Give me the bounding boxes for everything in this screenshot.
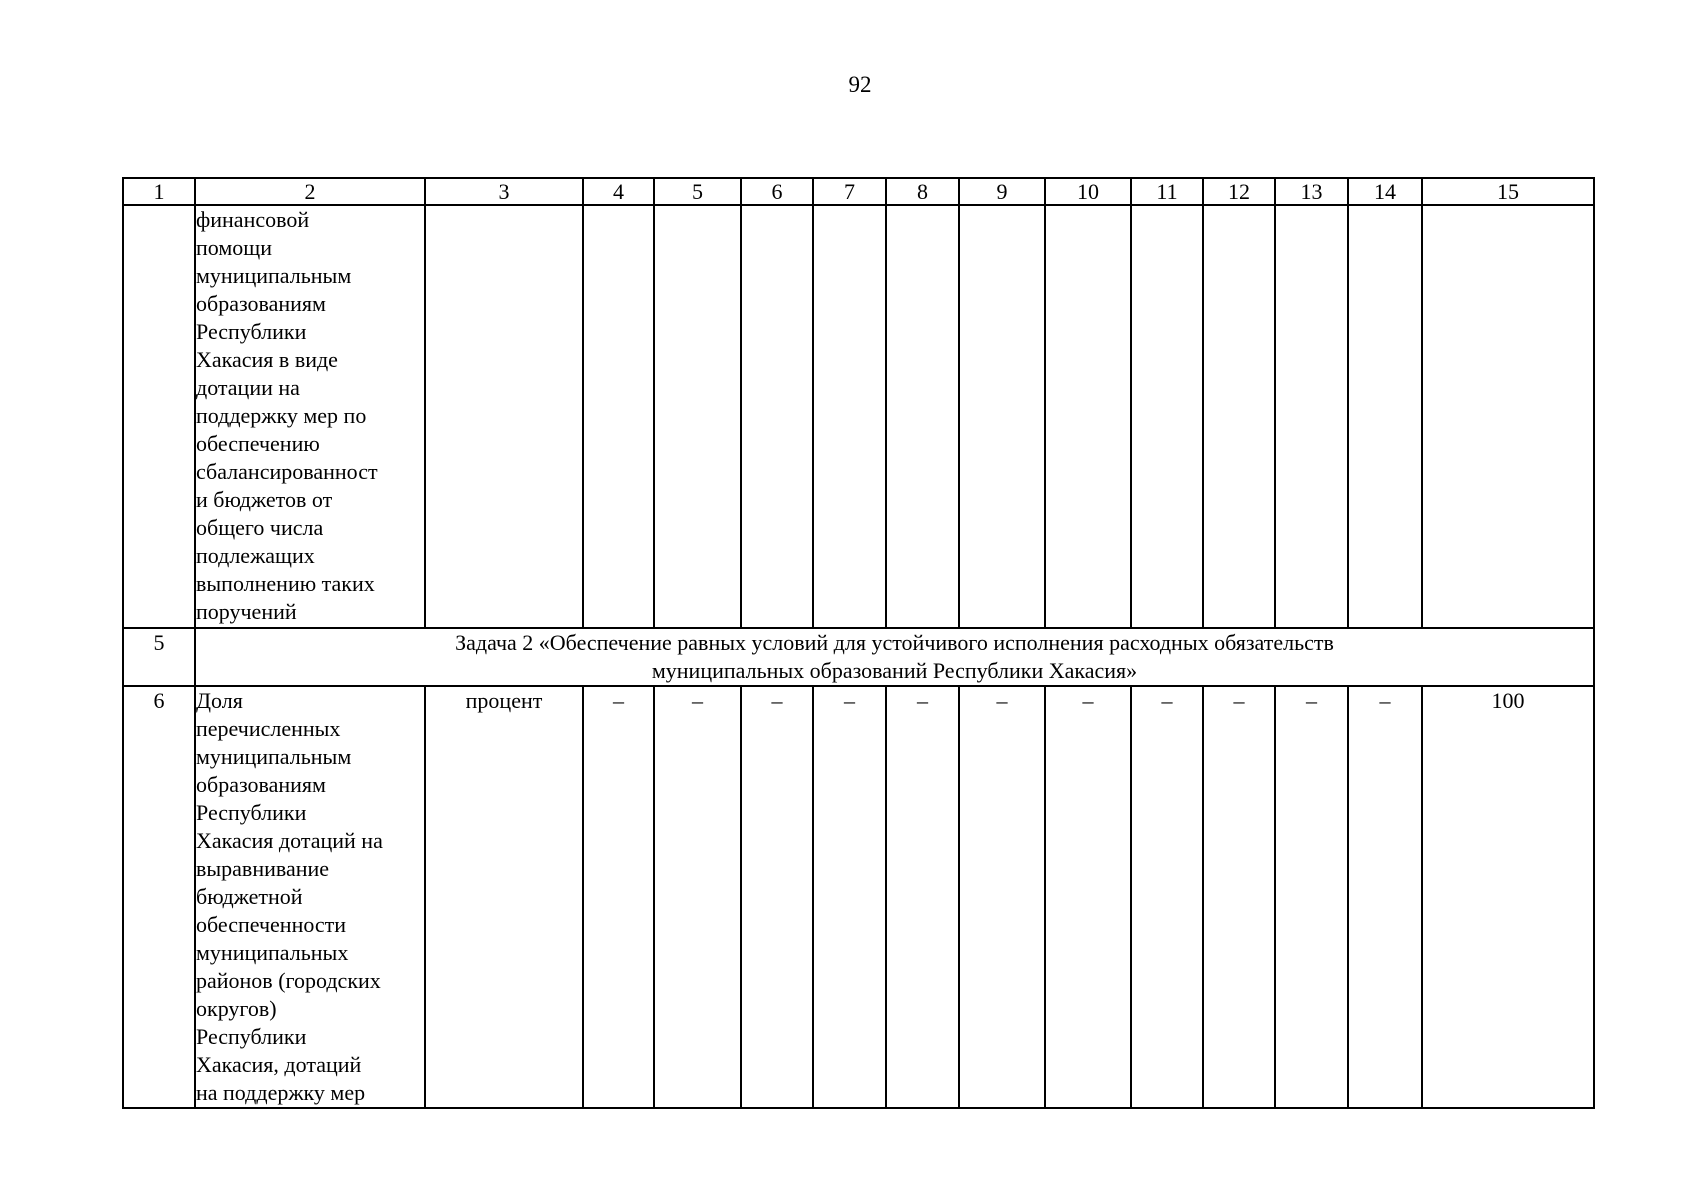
value-cell: –: [1348, 686, 1422, 1108]
column-header: 3: [425, 178, 583, 205]
value-cell: –: [886, 686, 959, 1108]
column-header: 1: [123, 178, 195, 205]
value-cell: 100: [1422, 686, 1594, 1108]
page-number: 92: [848, 72, 872, 97]
value-cell: [886, 205, 959, 628]
value-cell: –: [1131, 686, 1203, 1108]
value-cell: [1045, 205, 1131, 628]
table-row: [123, 686, 1594, 1108]
task-heading: [195, 628, 1594, 686]
indicators-table: [122, 177, 1595, 1109]
value-cell: [1275, 205, 1348, 628]
column-header: 12: [1203, 178, 1275, 205]
indicator-name: финансовой помощи муниципальным образованиям Республики Хакасия в виде дотации на поддержку мер по обеспечению сбалансированност и бюджетов от общего числа подлежащих выполнению таких поручений: [195, 205, 425, 628]
value-cell: –: [1275, 686, 1348, 1108]
task-text: Задача 2 «Обеспечение равных условий для устойчивого исполнения расходных обязательств муниципальных образований Республики Хакасия»: [455, 630, 1334, 683]
column-header: 13: [1275, 178, 1348, 205]
value-cell: –: [583, 686, 654, 1108]
value-cell: –: [1045, 686, 1131, 1108]
task-row: [123, 628, 1594, 686]
column-header: 10: [1045, 178, 1131, 205]
value-cell: [813, 205, 886, 628]
column-header: 14: [1348, 178, 1422, 205]
column-header: 5: [654, 178, 741, 205]
value-cell: –: [1203, 686, 1275, 1108]
row-number: 5: [123, 628, 195, 686]
row-number: 6: [123, 686, 195, 1108]
value-cell: [959, 205, 1045, 628]
value-cell: –: [813, 686, 886, 1108]
column-header: 6: [741, 178, 813, 205]
column-header: 4: [583, 178, 654, 205]
value-cell: [1348, 205, 1422, 628]
value-cell: –: [959, 686, 1045, 1108]
value-cell: [654, 205, 741, 628]
value-cell: –: [654, 686, 741, 1108]
column-header: 15: [1422, 178, 1594, 205]
value-cell: [1422, 205, 1594, 628]
value-cell: [1131, 205, 1203, 628]
column-header: 11: [1131, 178, 1203, 205]
value-cell: [583, 205, 654, 628]
unit-cell: [425, 205, 583, 628]
column-header: 2: [195, 178, 425, 205]
value-cell: –: [741, 686, 813, 1108]
column-header: 7: [813, 178, 886, 205]
table-row: [123, 205, 1594, 628]
row-number: [123, 205, 195, 628]
value-cell: [741, 205, 813, 628]
column-header: 9: [959, 178, 1045, 205]
indicator-name: Доля перечисленных муниципальным образованиям Республики Хакасия дотаций на выравнивание бюджетной обеспеченности муниципальных районов (городских округов) Республики Хакасия, дотаций на поддержку мер: [195, 686, 425, 1108]
value-cell: [1203, 205, 1275, 628]
table-header-row: [123, 178, 1594, 205]
column-header: 8: [886, 178, 959, 205]
unit-cell: процент: [425, 686, 583, 1108]
